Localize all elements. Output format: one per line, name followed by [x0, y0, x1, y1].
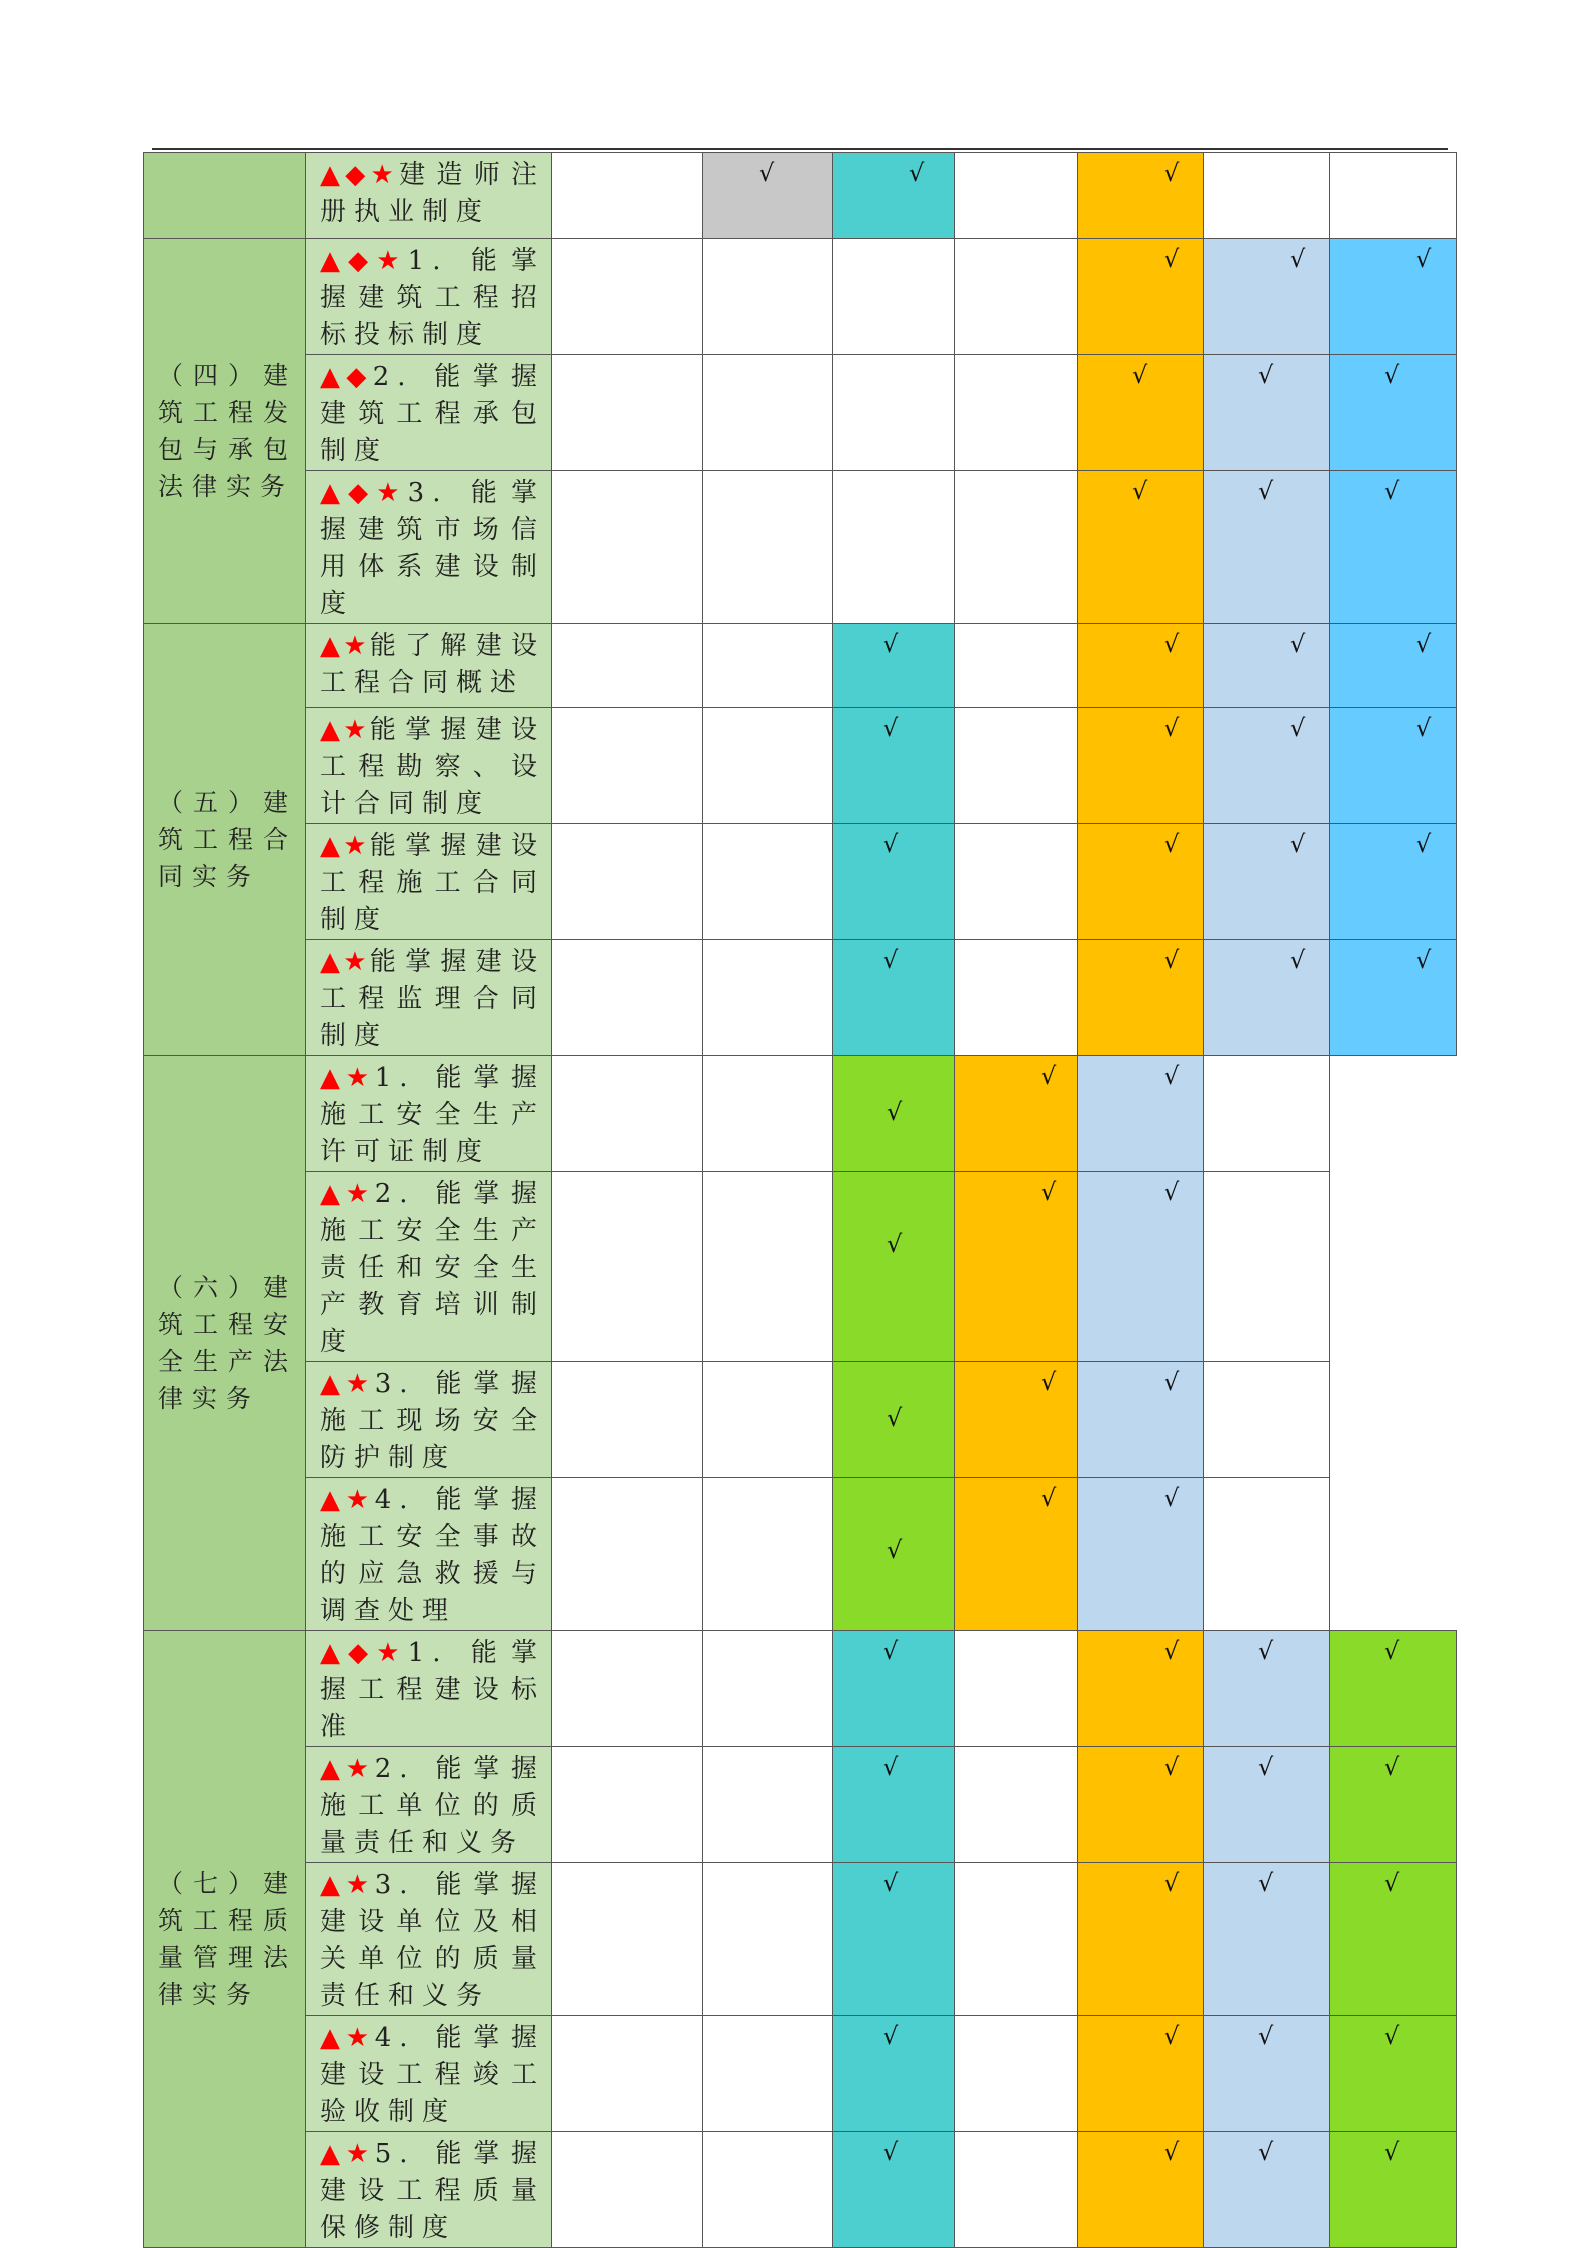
cell	[1204, 471, 1330, 624]
cell	[833, 1478, 955, 1631]
check-mark: √	[1164, 1062, 1180, 1090]
table-row	[144, 1631, 1457, 1747]
cell	[552, 1863, 703, 2016]
check-mark: √	[883, 830, 899, 858]
check-mark: √	[1290, 946, 1306, 974]
cell	[552, 471, 703, 624]
cell	[703, 355, 833, 471]
cell	[1330, 239, 1457, 355]
cell	[955, 824, 1078, 940]
section-cell: （五）建筑工程合同实务	[144, 624, 306, 1056]
cell	[833, 1172, 955, 1362]
check-mark: √	[1164, 245, 1180, 273]
cell	[703, 1747, 833, 1863]
cell	[1078, 2016, 1204, 2132]
cell	[703, 1863, 833, 2016]
cell	[1330, 471, 1457, 624]
item-cell	[306, 624, 552, 708]
section-cell: （七）建筑工程质量管理法律实务	[144, 1631, 306, 2248]
check-mark: √	[909, 159, 925, 187]
cell	[1204, 824, 1330, 940]
cell	[1204, 1056, 1330, 1172]
level-symbols: ▲◆★	[320, 160, 400, 190]
check-mark: √	[1164, 1368, 1180, 1396]
cell	[1204, 708, 1330, 824]
cell	[552, 2132, 703, 2248]
check-mark: √	[1132, 477, 1148, 505]
check-mark: √	[1164, 630, 1180, 658]
cell	[1204, 2016, 1330, 2132]
level-symbols: ▲★	[320, 1485, 375, 1515]
item-text: 能了解建设工程合同概述	[320, 631, 545, 698]
cell	[703, 824, 833, 940]
cell	[1078, 2132, 1204, 2248]
check-mark: √	[1041, 1368, 1057, 1396]
table-row	[144, 1747, 1457, 1863]
cell	[833, 2132, 955, 2248]
check-mark: √	[887, 1098, 903, 1126]
item-cell	[306, 1631, 552, 1747]
check-mark: √	[1384, 361, 1400, 389]
cell	[1204, 1478, 1330, 1631]
item-cell	[306, 1747, 552, 1863]
cell	[552, 1478, 703, 1631]
check-mark: √	[1384, 1869, 1400, 1897]
cell	[1204, 2132, 1330, 2248]
cell	[955, 471, 1078, 624]
cell	[703, 239, 833, 355]
cell	[552, 624, 703, 708]
cell	[1078, 1056, 1204, 1172]
cell	[1078, 1747, 1204, 1863]
check-mark: √	[1164, 2138, 1180, 2166]
level-symbols: ▲★	[320, 947, 370, 977]
table-row	[144, 153, 1457, 239]
check-mark: √	[883, 1637, 899, 1665]
cell	[552, 940, 703, 1056]
check-mark: √	[883, 2022, 899, 2050]
check-mark: √	[1164, 2022, 1180, 2050]
check-mark: √	[1164, 1178, 1180, 1206]
check-mark: √	[1164, 1637, 1180, 1665]
cell	[833, 2016, 955, 2132]
table-row	[144, 1172, 1457, 1362]
check-mark: √	[759, 159, 775, 187]
cell	[955, 1863, 1078, 2016]
check-mark: √	[1384, 1637, 1400, 1665]
item-cell	[306, 1863, 552, 2016]
level-symbols: ▲★	[320, 1754, 375, 1784]
cell	[1078, 1863, 1204, 2016]
level-symbols: ▲◆★	[320, 1638, 408, 1668]
cell	[703, 1362, 833, 1478]
cell	[703, 2132, 833, 2248]
table-row	[144, 624, 1457, 708]
item-text: 2. 能掌握建筑工程承包制度	[320, 362, 545, 466]
cell	[1078, 1631, 1204, 1747]
check-mark: √	[887, 1404, 903, 1432]
cell	[955, 940, 1078, 1056]
item-cell	[306, 2016, 552, 2132]
cell	[552, 239, 703, 355]
cell	[1078, 1362, 1204, 1478]
table-row	[144, 824, 1457, 940]
check-mark: √	[1041, 1062, 1057, 1090]
item-text: 3. 能掌握施工现场安全防护制度	[320, 1369, 545, 1473]
check-mark: √	[1164, 946, 1180, 974]
cell	[552, 1172, 703, 1362]
item-text: 2. 能掌握施工安全生产责任和安全生产教育培训制度	[320, 1179, 545, 1357]
cell	[833, 1747, 955, 1863]
cell	[1330, 824, 1457, 940]
table-row	[144, 1056, 1457, 1172]
cell	[1330, 2132, 1457, 2248]
check-mark: √	[1132, 361, 1148, 389]
check-mark: √	[883, 946, 899, 974]
cell	[703, 1478, 833, 1631]
cell	[955, 153, 1078, 239]
cell	[1078, 624, 1204, 708]
check-mark: √	[1416, 946, 1432, 974]
item-cell	[306, 708, 552, 824]
level-symbols: ▲★	[320, 1870, 375, 1900]
item-cell	[306, 2132, 552, 2248]
item-text: 1. 能掌握工程建设标准	[320, 1638, 545, 1742]
item-text: 3. 能掌握建筑市场信用体系建设制度	[320, 478, 545, 619]
cell	[552, 708, 703, 824]
cell	[1204, 1172, 1330, 1362]
cell	[1204, 239, 1330, 355]
cell	[703, 471, 833, 624]
cell	[1330, 355, 1457, 471]
table-row	[144, 1863, 1457, 2016]
cell	[552, 1747, 703, 1863]
item-cell	[306, 471, 552, 624]
cell	[955, 708, 1078, 824]
check-mark: √	[1384, 2138, 1400, 2166]
item-cell	[306, 153, 552, 239]
check-mark: √	[1290, 245, 1306, 273]
check-mark: √	[1290, 630, 1306, 658]
course-matrix-table	[143, 152, 1457, 2248]
level-symbols: ▲★	[320, 631, 370, 661]
cell	[955, 1631, 1078, 1747]
check-mark: √	[1290, 830, 1306, 858]
cell	[1078, 153, 1204, 239]
check-mark: √	[1164, 714, 1180, 742]
check-mark: √	[1416, 714, 1432, 742]
cell	[833, 624, 955, 708]
cell	[1204, 940, 1330, 1056]
cell	[1330, 1863, 1457, 2016]
cell	[1078, 1172, 1204, 1362]
cell	[1330, 153, 1457, 239]
table-row	[144, 355, 1457, 471]
cell	[833, 1056, 955, 1172]
cell	[1204, 1362, 1330, 1478]
cell	[833, 1631, 955, 1747]
check-mark: √	[1164, 830, 1180, 858]
check-mark: √	[1416, 830, 1432, 858]
cell	[552, 2016, 703, 2132]
cell	[552, 153, 703, 239]
level-symbols: ▲★	[320, 1179, 375, 1209]
cell	[955, 1478, 1078, 1631]
section-cell-continued	[144, 153, 306, 239]
cell	[1078, 471, 1204, 624]
cell	[1078, 824, 1204, 940]
check-mark: √	[1258, 361, 1274, 389]
level-symbols: ▲★	[320, 715, 370, 745]
level-symbols: ▲★	[320, 2023, 375, 2053]
item-text: 能掌握建设工程勘察、设计合同制度	[320, 715, 545, 819]
cell	[1204, 624, 1330, 708]
cell	[955, 1172, 1078, 1362]
cell	[1204, 153, 1330, 239]
check-mark: √	[883, 2138, 899, 2166]
table-row	[144, 708, 1457, 824]
cell	[703, 708, 833, 824]
cell	[703, 624, 833, 708]
item-cell	[306, 239, 552, 355]
level-symbols: ▲◆	[320, 362, 373, 392]
cell	[703, 1056, 833, 1172]
item-cell	[306, 355, 552, 471]
check-mark: √	[1290, 714, 1306, 742]
check-mark: √	[1384, 477, 1400, 505]
table-row	[144, 1478, 1457, 1631]
cell	[955, 239, 1078, 355]
cell	[955, 624, 1078, 708]
table-row	[144, 2132, 1457, 2248]
cell	[1078, 1478, 1204, 1631]
item-text: 4. 能掌握施工安全事故的应急救援与调查处理	[320, 1485, 545, 1626]
level-symbols: ▲★	[320, 2139, 375, 2169]
item-text: 1. 能掌握建筑工程招标投标制度	[320, 246, 545, 350]
check-mark: √	[1416, 630, 1432, 658]
cell	[955, 1362, 1078, 1478]
cell	[1204, 1863, 1330, 2016]
check-mark: √	[1258, 1869, 1274, 1897]
cell	[833, 824, 955, 940]
cell	[833, 1362, 955, 1478]
item-text: 建造师注册执业制度	[320, 160, 545, 227]
cell	[833, 940, 955, 1056]
cell	[1204, 355, 1330, 471]
check-mark: √	[1258, 1753, 1274, 1781]
cell	[552, 1362, 703, 1478]
check-mark: √	[883, 714, 899, 742]
check-mark: √	[1416, 245, 1432, 273]
check-mark: √	[887, 1536, 903, 1564]
check-mark: √	[887, 1230, 903, 1258]
cell	[833, 1863, 955, 2016]
item-text: 1. 能掌握施工安全生产许可证制度	[320, 1063, 545, 1167]
item-cell	[306, 1362, 552, 1478]
top-rule	[152, 148, 1448, 150]
cell	[1330, 940, 1457, 1056]
item-text: 4. 能掌握建设工程竣工验收制度	[320, 2023, 545, 2127]
cell	[1078, 355, 1204, 471]
check-mark: √	[1041, 1178, 1057, 1206]
cell	[703, 2016, 833, 2132]
cell	[1330, 1747, 1457, 1863]
cell	[1078, 940, 1204, 1056]
table-row	[144, 471, 1457, 624]
cell	[955, 355, 1078, 471]
cell	[955, 2016, 1078, 2132]
check-mark: √	[1164, 1753, 1180, 1781]
check-mark: √	[883, 1869, 899, 1897]
cell	[833, 153, 955, 239]
item-cell	[306, 1056, 552, 1172]
item-text: 3. 能掌握建设单位及相关单位的质量责任和义务	[320, 1870, 545, 2011]
check-mark: √	[1384, 2022, 1400, 2050]
item-cell	[306, 824, 552, 940]
cell	[1330, 708, 1457, 824]
cell	[833, 471, 955, 624]
level-symbols: ▲★	[320, 1063, 375, 1093]
cell	[1078, 239, 1204, 355]
cell	[552, 355, 703, 471]
cell	[1204, 1747, 1330, 1863]
item-cell	[306, 1172, 552, 1362]
item-cell	[306, 1478, 552, 1631]
item-text: 能掌握建设工程监理合同制度	[320, 947, 545, 1051]
check-mark: √	[1258, 1637, 1274, 1665]
cell	[703, 153, 833, 239]
check-mark: √	[1164, 1869, 1180, 1897]
table-row	[144, 239, 1457, 355]
cell	[703, 1631, 833, 1747]
check-mark: √	[1258, 2138, 1274, 2166]
cell	[1330, 2016, 1457, 2132]
section-cell: （六）建筑工程安全生产法律实务	[144, 1056, 306, 1631]
cell	[1330, 1631, 1457, 1747]
cell	[552, 1056, 703, 1172]
level-symbols: ▲★	[320, 1369, 375, 1399]
item-text: 能掌握建设工程施工合同制度	[320, 831, 545, 935]
table-row	[144, 940, 1457, 1056]
check-mark: √	[1164, 159, 1180, 187]
level-symbols: ▲◆★	[320, 478, 408, 508]
section-cell: （四）建筑工程发包与承包法律实务	[144, 239, 306, 624]
level-symbols: ▲◆★	[320, 246, 408, 276]
cell	[703, 1172, 833, 1362]
check-mark: √	[1258, 2022, 1274, 2050]
table-row	[144, 1362, 1457, 1478]
cell	[1330, 624, 1457, 708]
table-row	[144, 2016, 1457, 2132]
check-mark: √	[1258, 477, 1274, 505]
item-text: 2. 能掌握施工单位的质量责任和义务	[320, 1754, 545, 1858]
cell	[955, 2132, 1078, 2248]
item-cell	[306, 940, 552, 1056]
cell	[955, 1747, 1078, 1863]
check-mark: √	[883, 630, 899, 658]
check-mark: √	[1384, 1753, 1400, 1781]
cell	[833, 355, 955, 471]
cell	[703, 940, 833, 1056]
cell	[1078, 708, 1204, 824]
cell	[552, 1631, 703, 1747]
item-text: 5. 能掌握建设工程质量保修制度	[320, 2139, 545, 2243]
check-mark: √	[1041, 1484, 1057, 1512]
cell	[833, 239, 955, 355]
cell	[552, 824, 703, 940]
cell	[955, 1056, 1078, 1172]
check-mark: √	[1164, 1484, 1180, 1512]
level-symbols: ▲★	[320, 831, 370, 861]
check-mark: √	[883, 1753, 899, 1781]
cell	[1204, 1631, 1330, 1747]
cell	[833, 708, 955, 824]
